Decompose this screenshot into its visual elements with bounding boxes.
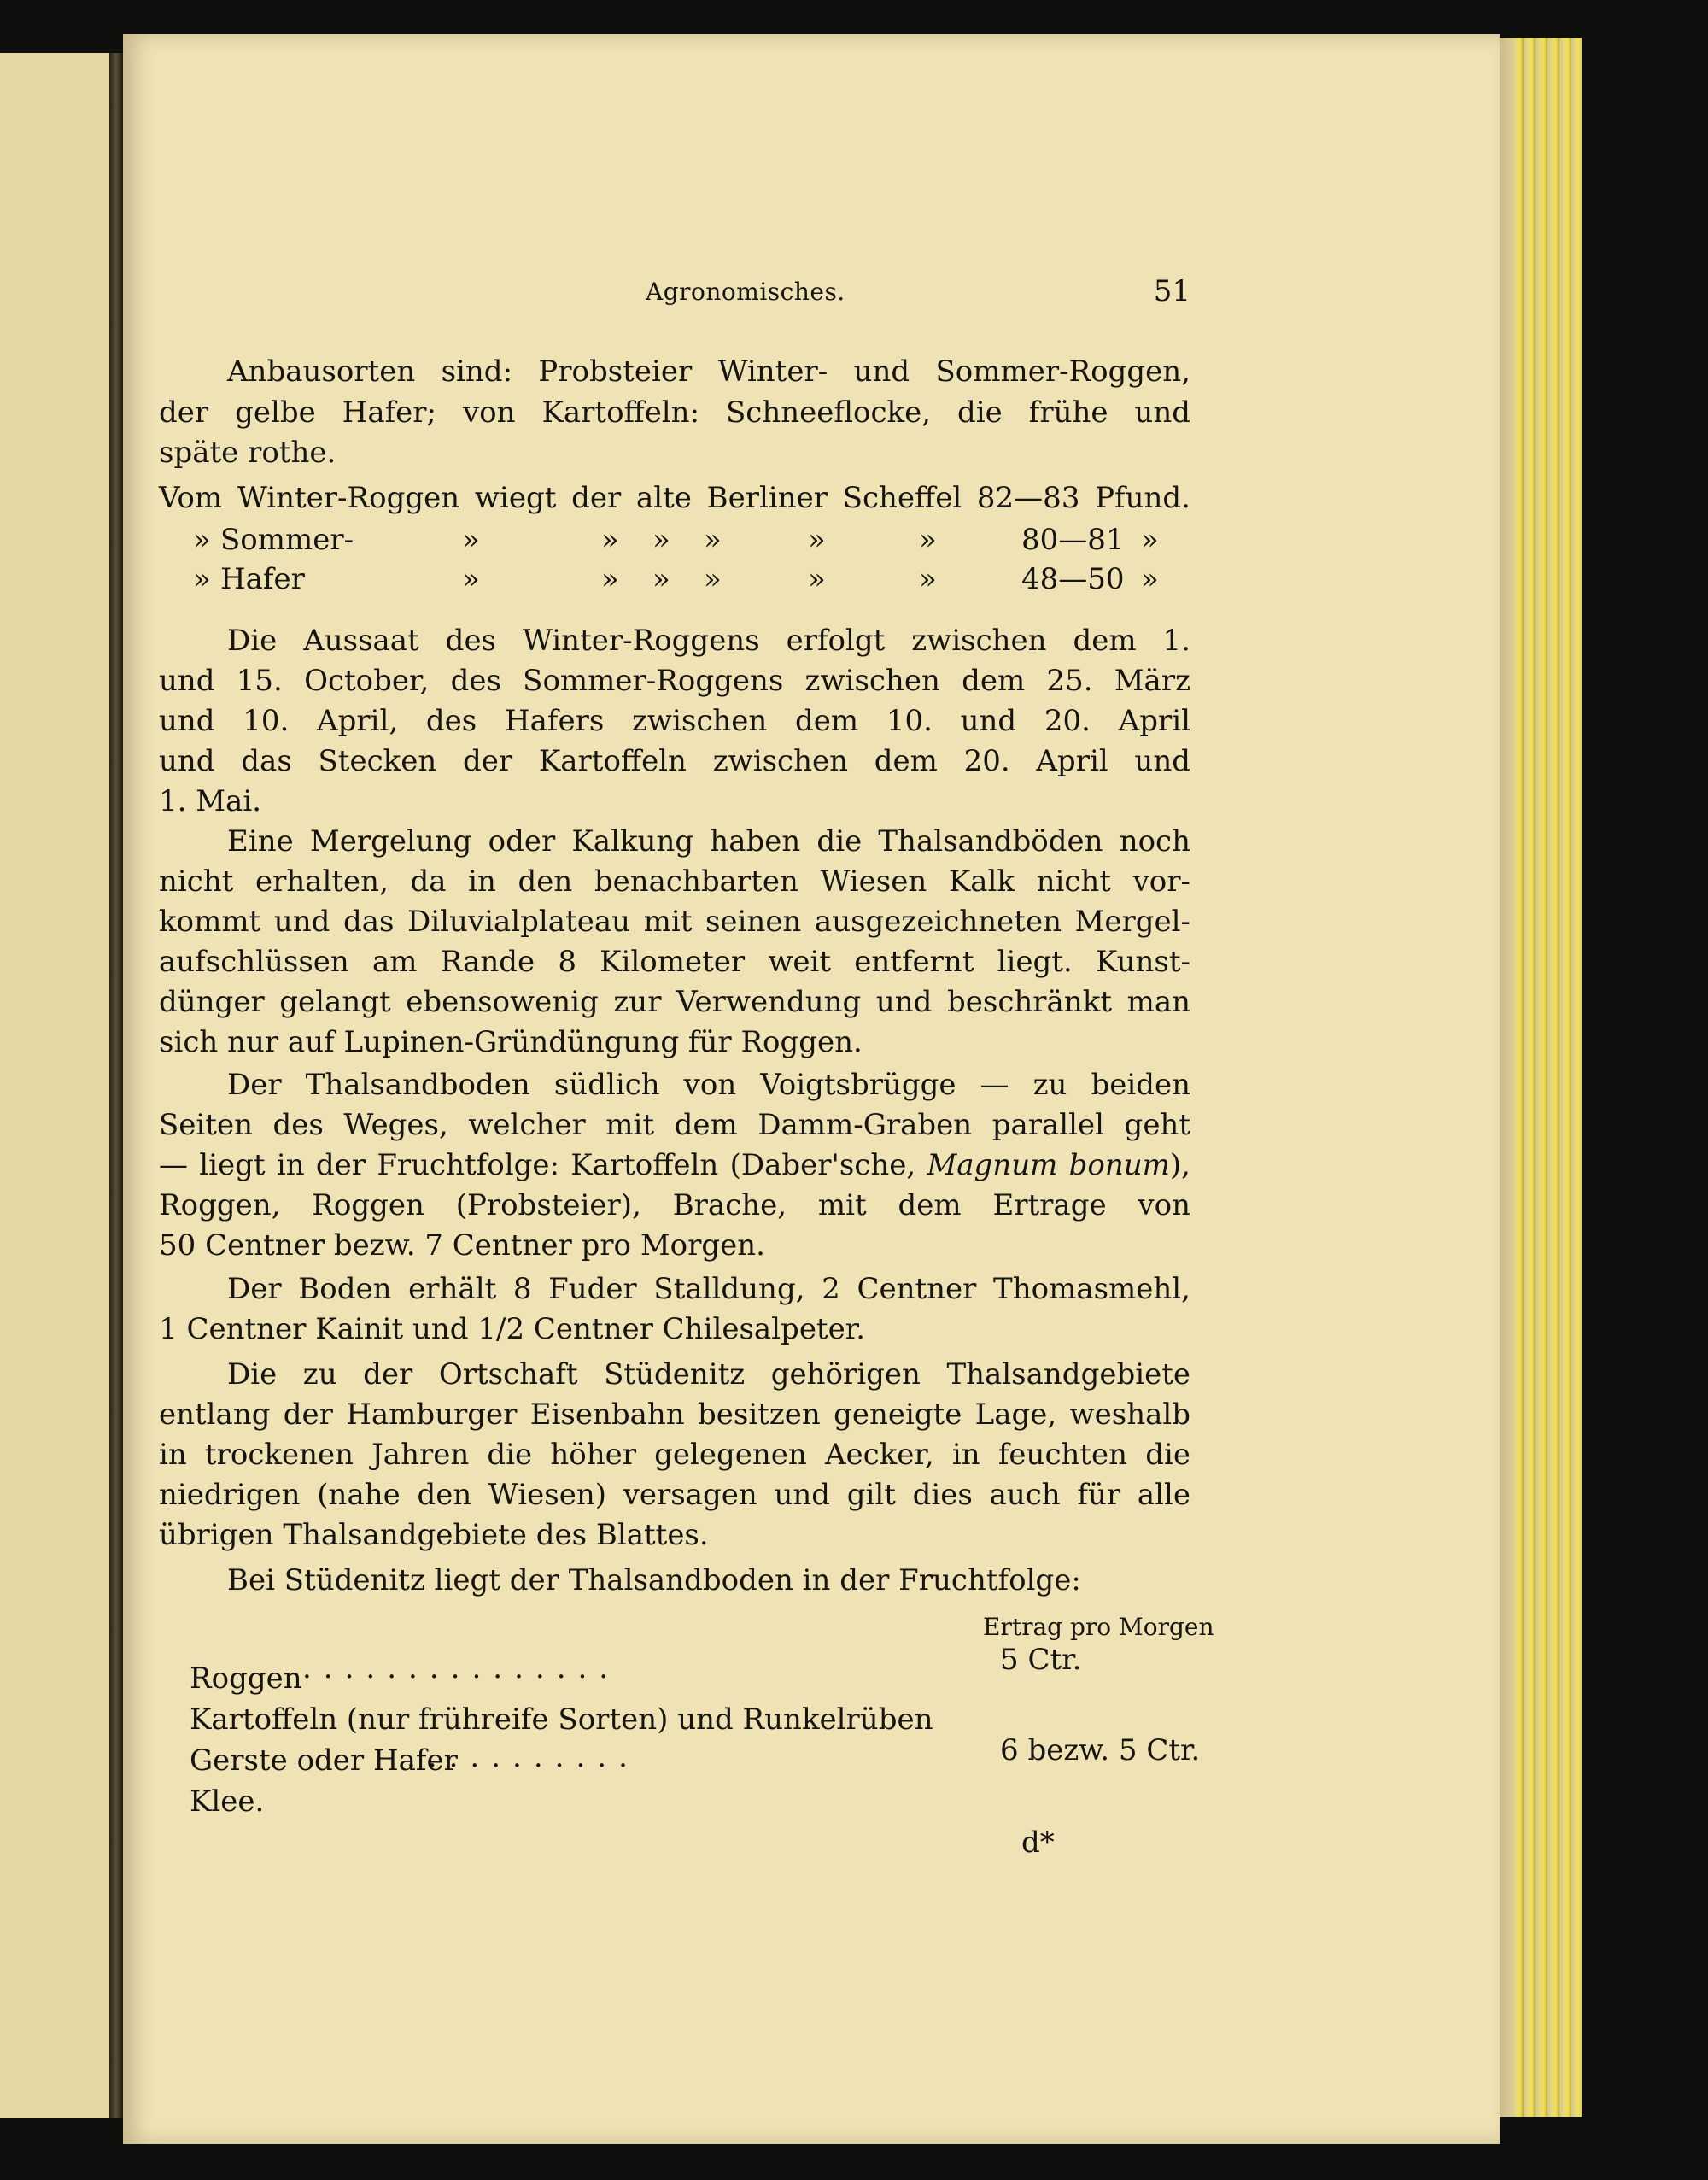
rotation-yield: 5 Ctr.	[1000, 1643, 1082, 1677]
text-line: aufschlüssen am Rande 8 Kilometer weit entfernt liegt. Kunst-	[159, 945, 1190, 979]
text-line: Roggen, Roggen (Probsteier), Brache, mit dem Ertrage von	[159, 1188, 1190, 1222]
ditto-mark: »	[601, 523, 619, 557]
text-line: und 10. April, des Hafers zwischen dem 10. und 20. April	[159, 704, 1190, 738]
text-line: und 15. October, des Sommer-Roggens zwischen dem 25. März	[159, 664, 1190, 698]
page-edges-inner	[1500, 38, 1515, 2117]
text-line: Die Aussaat des Winter-Roggens erfolgt zwischen dem 1.	[227, 624, 1190, 658]
text-run: ),	[1169, 1148, 1190, 1182]
rotation-yield: 6 bezw. 5 Ctr.	[1000, 1733, 1201, 1767]
text-line: Eine Mergelung oder Kalkung haben die Thalsandböden noch	[227, 824, 1190, 859]
text-line	[159, 1312, 865, 1346]
text-line: Der Boden erhält 8 Fuder Stalldung, 2 Centner Thomasmehl,	[227, 1272, 1190, 1306]
text-line: und das Stecken der Kartoffeln zwischen dem 20. April und	[159, 744, 1190, 778]
rotation-crop: Kartoffeln (nur frühreife Sorten) und Runkelrüben	[190, 1702, 933, 1737]
ditto-mark: »	[1141, 523, 1159, 557]
leader-dots: ...............	[302, 1651, 621, 1685]
text-line: Bei Stüdenitz liegt der Thalsandboden in der Fruchtfolge:	[227, 1563, 1081, 1597]
text-line: nicht erhalten, da in den benachbarten Wiesen Kalk nicht vor-	[159, 864, 1190, 899]
text-line: 50 Centner bezw. 7 Centner pro Morgen.	[159, 1228, 765, 1263]
text-line: kommt und das Diluvialplateau mit seinen ausgezeichneten Mergel-	[159, 905, 1190, 939]
page-number: 51	[1153, 274, 1190, 308]
running-head	[159, 274, 1190, 315]
ditto-mark: »	[601, 562, 619, 596]
weights-crop: Sommer-	[220, 523, 354, 557]
ditto-mark: »	[808, 562, 826, 596]
book-spine	[109, 53, 123, 2118]
text-line: Der Thalsandboden südlich von Voigtsbrügge — zu beiden	[227, 1068, 1190, 1102]
text-line: späte rothe.	[159, 436, 336, 470]
text-line: Seiten des Weges, welcher mit dem Damm-Graben parallel geht	[159, 1108, 1190, 1142]
weights-crop: Hafer	[220, 562, 305, 596]
column-header: Ertrag pro Morgen	[983, 1613, 1214, 1641]
text-line: in trockenen Jahren die höher gelegenen Aecker, in feuchten die	[159, 1438, 1190, 1472]
text-line: Die zu der Ortschaft Stüdenitz gehörigen Thalsandgebiete	[227, 1357, 1190, 1392]
text-line: niedrigen (nahe den Wiesen) versagen und gilt dies auch für alle	[159, 1478, 1190, 1512]
ditto-mark: »	[652, 562, 670, 596]
fraction: 1/2	[477, 1312, 525, 1346]
ditto-mark: »	[462, 523, 480, 557]
ditto-mark: »	[808, 523, 826, 557]
left-page-edge	[0, 53, 112, 2118]
text-line: Anbausorten sind: Probsteier Winter- und Sommer-Roggen,	[227, 355, 1190, 389]
ditto-mark: »	[919, 523, 937, 557]
text-line: übrigen Thalsandgebiete des Blattes.	[159, 1518, 709, 1552]
weights-value: 80—81	[1021, 523, 1125, 557]
ditto-mark: »	[919, 562, 937, 596]
rotation-crop: Roggen	[190, 1661, 302, 1696]
text-line	[159, 1148, 1190, 1182]
ditto-mark: »	[704, 523, 722, 557]
text-run: — liegt in der Fruchtfolge: Kartoffeln (Daber'sche,	[159, 1148, 927, 1182]
signature-mark: d*	[1021, 1825, 1055, 1860]
rotation-crop: Klee.	[190, 1784, 265, 1819]
italic-term: Magnum bonum	[927, 1148, 1170, 1182]
text-line: der gelbe Hafer; von Kartoffeln: Schneeflocke, die frühe und	[159, 396, 1190, 430]
rotation-crop: Gerste oder Hafer	[190, 1743, 458, 1778]
running-head-title: Agronomisches.	[646, 278, 845, 306]
ditto-mark: »	[1141, 562, 1159, 596]
ditto-mark: »	[462, 562, 480, 596]
text-run: 1 Centner Kainit und	[159, 1312, 478, 1346]
text-line: sich nur auf Lupinen-Gründüngung für Roggen.	[159, 1025, 863, 1059]
text-line: dünger gelangt ebensowenig zur Verwendung und beschränkt man	[159, 985, 1190, 1019]
leader-dots: ...........	[407, 1740, 640, 1774]
ditto-mark: »	[704, 562, 722, 596]
text-line: 1. Mai.	[159, 784, 262, 818]
text-line: entlang der Hamburger Eisenbahn besitzen geneigte Lage, weshalb	[159, 1398, 1190, 1432]
ditto-mark: »	[193, 562, 211, 596]
ditto-mark: »	[652, 523, 670, 557]
weights-value: 48—50	[1021, 562, 1125, 596]
weights-line: Vom Winter-Roggen wiegt der alte Berliner Scheffel 82—83 Pfund.	[159, 481, 1190, 515]
text-run: Centner Chilesalpeter.	[524, 1312, 866, 1346]
ditto-mark: »	[193, 523, 211, 557]
